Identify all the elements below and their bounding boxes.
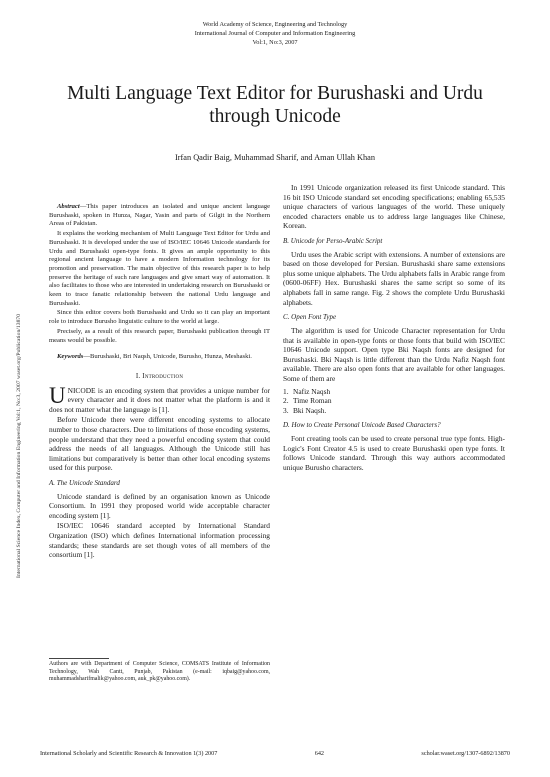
journal-header-line3: Vol:1, No:3, 2007	[252, 39, 298, 46]
section-b-heading: B. Unicode for Perso-Arabic Script	[283, 236, 383, 245]
page-footer	[40, 750, 510, 757]
list-item-number: 1.	[283, 386, 289, 396]
abstract-text-2: It explains the working mechanism of Multi Language Text Editor for Urdu and Burushaski. It is developed under the use of ISO/IEC 10646 Unicode standards for Urdu and Burushaski open-type fonts. It gives an ample opportunity to this regional ancient language to have a modern Information technology for its promotion and preservation. The main objective of this research paper is to help preserve the heritage of such rare languages and give smart way of automation. It also facilitates to those who are interested in undertaking research on Burushaski or keen to trace fanatic relationship between the national Urdu language and Burushaski.	[49, 230, 270, 307]
side-citation: International Science Index, Computer and Information Engineering Vol:1, No:3, 2007 waset.org/Publication/13870	[16, 313, 22, 578]
font-list	[283, 387, 505, 416]
section-a-text-2: ISO/IEC 10646 standard accepted by International Standard Organization (ISO) which defines International information processing standards; these standards are set though votes of all members of the consortium [1].	[49, 521, 270, 560]
keywords-paragraph	[49, 353, 270, 362]
abstract-text-4: Precisely, as a result of this research paper, Burushaski publication through IT means would be possible.	[49, 327, 270, 344]
intro-text-1: NICODE is an encoding system that provides a unique number for every character and it does not matter what the platform is and it does not matter what the language is [1].	[49, 385, 270, 414]
list-item	[283, 406, 505, 416]
list-item-text: Time Roman	[293, 396, 332, 406]
keywords-text: —Burushaski, Bri Naqsh, Unicode, Burusho, Hunza, Meshaski.	[83, 353, 252, 361]
list-item-text: Bki Naqsh.	[293, 405, 327, 415]
journal-header	[0, 20, 550, 47]
footer-publisher: International Scholarly and Scientific Research & Innovation 1(3) 2007	[40, 750, 218, 757]
paper-authors: Irfan Qadir Baig, Muhammad Sharif, and Aman Ullah Khan	[175, 153, 375, 162]
footer-page-number: 642	[314, 750, 325, 757]
abstract-text-3: Since this editor covers both Burushaski and Urdu so it can play an important role to introduce Burusho linguistic culture to the world at large.	[49, 309, 270, 326]
list-item-number: 2.	[283, 396, 289, 406]
section-a-heading: A. The Unicode Standard	[49, 479, 120, 487]
paper-title: Multi Language Text Editor for Burushaski and Urdu through Unicode	[67, 83, 483, 127]
section-a-text-1: Unicode standard is defined by an organisation known as Unicode Consortium. In 1991 they proposed world wide acceptable character encoding system [1].	[49, 491, 270, 520]
dropcap-letter: U	[49, 382, 66, 408]
author-footnote: Authors are with Department of Computer Science, COMSATS Institute of Information Technology, Wah Cantt, Punjab, Pakistan (e-mail: iqbaig@yahoo.com, muhammadsharifmalik@yahoo.com, auk_pk@yahoo.com).	[49, 661, 270, 683]
list-item	[283, 387, 505, 397]
intro-text-2: Before Unicode there were different encoding systems to allocate number to those characters. Due to limitations of those encoding systems, people understand that they need a powerful encoding system that could address the needs of all languages. Although the Unicode still has limitations but comparatively is better than other local encoding systems used for this purpose.	[49, 415, 270, 473]
right-column	[283, 183, 505, 473]
intro-paragraph-1	[49, 382, 270, 415]
abstract-paragraph	[49, 203, 270, 229]
footnote-divider	[49, 658, 109, 659]
journal-header-line1: World Academy of Science, Engineering and Technology	[202, 21, 348, 28]
right-intro-text: In 1991 Unicode organization released its first Unicode standard. This 16 bit ISO Unicode standard set encoding specifications; enabling 65,535 unique characters of various languages of the world. These uniquely encoded characters enable us to address large languages like Chinese, Korean.	[283, 183, 505, 231]
list-item	[283, 396, 505, 406]
journal-header-line2: International Journal of Computer and Information Engineering	[194, 30, 356, 37]
left-column	[49, 203, 270, 561]
section-c-heading: C. Open Font Type	[283, 313, 337, 322]
section-c-text: The algorithm is used for Unicode Character representation for Urdu that is available in open-type fonts or those fonts that build with ISO/IEC 10646 Unicode support. Open type Bki Naqsh fonts are designed for Burushaski. Bki Naqsh is little different than the Urdu Nafiz Naqsh font available. There are also open fonts that are available for other languages. Some of them are	[283, 325, 505, 383]
abstract-label: Abstract	[57, 203, 80, 210]
footer-url: scholar.waset.org/1307-6892/13870	[421, 750, 510, 757]
section-d-heading: D. How to Create Personal Unicode Based Characters?	[283, 421, 441, 430]
intro-heading: I. Introduction	[135, 371, 184, 380]
section-d-text: Font creating tools can be used to create personal true type fonts. High-Logic's Font Creator 4.5 is used to create Burushaski open type fonts. It follows Unicode standard. Through this way authors accommodated unique Burusho characters.	[283, 433, 505, 472]
section-b-text: Urdu uses the Arabic script with extensions. A number of extensions are based on those developed for Persian. Burushaski share same extensions plus some unique alphabets. The Urdu alphabets falls in Arabic range from (0600-06FF) Hex. Burushaski shares the same script so some of its alphabets fall in same range. Fig. 2 shows the complete Urdu Burushaski alphabets.	[283, 249, 505, 307]
list-item-text: Nafiz Naqsh	[293, 386, 331, 396]
keywords-label: Keywords	[57, 353, 84, 361]
abstract-text-1: —This paper introduces an isolated and unique ancient language Burushaski, spoken in Hunza, Nagar, Yasin and parts of Gilgit in the Northern Areas of Pakistan.	[49, 203, 270, 228]
list-item-number: 3.	[283, 405, 289, 415]
